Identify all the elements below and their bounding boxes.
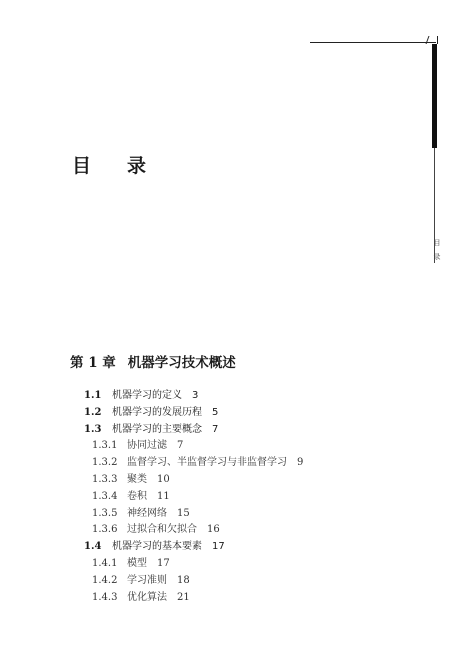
toc-entry-number: 1.4.3 [92, 591, 118, 603]
toc-entry-number: 1.3.1 [92, 440, 118, 452]
toc-entry[interactable] [92, 558, 170, 570]
toc-entry-title: 神经网络 [127, 507, 167, 519]
toc-entry-title: 优化算法 [127, 591, 167, 603]
toc-entry[interactable] [92, 508, 190, 520]
toc-entry-page: 15 [177, 507, 190, 519]
toc-entry-page: 7 [212, 423, 219, 435]
side-thumb-bar [432, 44, 437, 148]
toc-entry-page: 18 [177, 574, 190, 586]
page-title: 目录 [72, 155, 183, 177]
toc-entry-number: 1.3.5 [92, 507, 118, 519]
toc-entry-title: 卷积 [127, 490, 147, 502]
toc-entry-title: 协同过滤 [127, 440, 167, 452]
toc-entry[interactable] [84, 390, 198, 402]
toc-entry-title: 机器学习的定义 [112, 390, 182, 401]
toc-entry-page: 21 [177, 591, 190, 603]
toc-entry-number: 1.3.6 [92, 524, 118, 536]
toc-entry-number: 1.1 [84, 390, 102, 401]
toc-entry[interactable] [84, 407, 218, 419]
toc-entry-page: 5 [212, 406, 219, 418]
toc-entry-number: 1.3 [84, 423, 102, 435]
toc-entry-number: 1.2 [84, 406, 102, 418]
toc-entry-title: 机器学习的基本要素 [112, 541, 202, 553]
toc-entry[interactable] [92, 457, 303, 469]
toc-entry[interactable] [92, 575, 190, 587]
header-rule-tick [437, 36, 438, 44]
toc-entry-number: 1.4.2 [92, 574, 118, 586]
toc-entry-title: 模型 [127, 558, 147, 569]
toc-entry-number: 1.4 [84, 541, 102, 553]
chapter-title: 机器学习技术概述 [127, 355, 236, 371]
toc-entry[interactable] [92, 524, 220, 536]
toc-entry[interactable] [92, 592, 190, 604]
toc-entry-page: 7 [177, 440, 184, 452]
toc-entry-title: 机器学习的发展历程 [112, 406, 202, 418]
toc-entry-page: 16 [207, 524, 220, 536]
toc-entry-number: 1.3.4 [92, 490, 118, 502]
toc-entry[interactable] [92, 440, 183, 452]
toc-entry[interactable] [92, 491, 170, 503]
toc-entry[interactable] [84, 424, 218, 436]
toc-entry-page: 10 [157, 474, 170, 485]
chapter-number: 第 1 章 [70, 355, 116, 371]
toc-entry-page: 11 [157, 490, 170, 502]
side-section-label: 目 录 [433, 239, 441, 261]
toc-entry[interactable] [92, 474, 170, 486]
toc-entry-title: 聚类 [127, 474, 147, 485]
toc-entry-page: 9 [297, 457, 304, 469]
toc-entry-title: 机器学习的主要概念 [112, 423, 202, 435]
toc-entry-number: 1.3.2 [92, 457, 118, 469]
toc-entry[interactable] [84, 541, 225, 553]
header-rule [310, 42, 436, 43]
toc-entry-page: 3 [192, 390, 199, 401]
toc-entry-page: 17 [212, 541, 225, 553]
toc-entry-page: 17 [157, 558, 170, 569]
toc-entry-number: 1.4.1 [92, 558, 118, 569]
chapter-heading[interactable] [70, 351, 236, 371]
toc-entry-number: 1.3.3 [92, 474, 118, 485]
toc-entry-title: 过拟合和欠拟合 [127, 524, 197, 536]
toc-entry-title: 学习准则 [127, 574, 167, 586]
toc-entry-title: 监督学习、半监督学习与非监督学习 [127, 457, 287, 469]
